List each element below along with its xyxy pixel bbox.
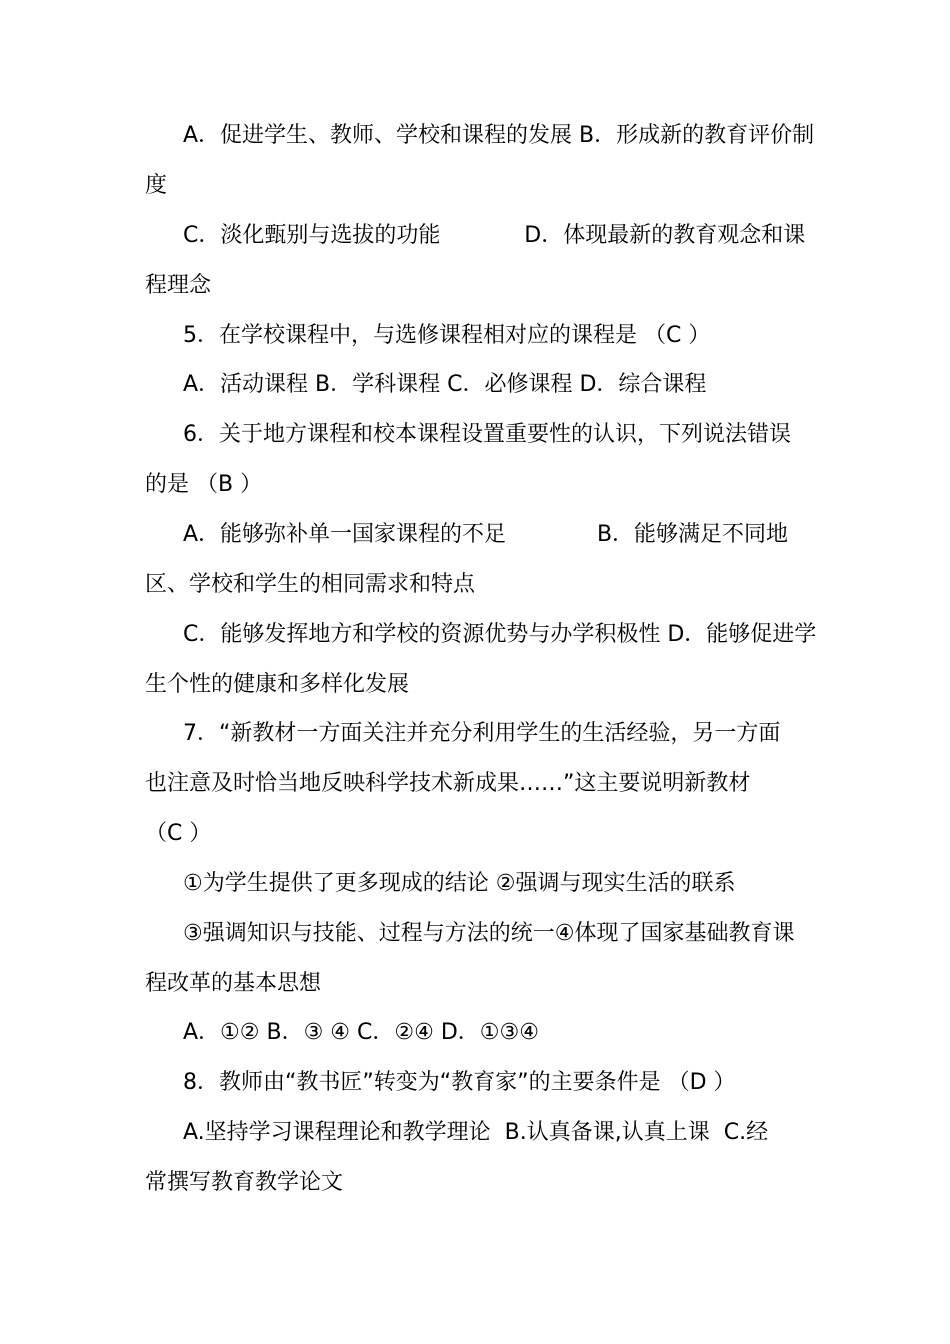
option-line-q4-cd: C．淡化甄别与选拔的功能 D．体现最新的教育观念和课 bbox=[183, 223, 806, 248]
options-q6-cd: C．能够发挥地方和学校的资源优势与办学积极性 D．能够促进学 bbox=[183, 622, 817, 647]
question-5: 5．在学校课程中，与选修课程相对应的课程是 （C ） bbox=[183, 323, 711, 348]
options-q6-ab: A．能够弥补单一国家课程的不足 B．能够满足不同地 bbox=[183, 522, 789, 547]
question-7-cont: 也注意及时恰当地反映科学技术新成果……”这主要说明新教材 bbox=[145, 771, 751, 796]
option-line-q4-ab-cont: 度 bbox=[145, 173, 168, 198]
options-q6-cd-cont: 生个性的健康和多样化发展 bbox=[145, 672, 410, 697]
options-q6-ab-cont: 区、学校和学生的相同需求和特点 bbox=[145, 572, 476, 597]
question-8: 8．教师由“教书匠”转变为“教育家”的主要条件是 （D ） bbox=[183, 1070, 736, 1095]
question-6-cont: 的是 （B ） bbox=[145, 472, 263, 497]
statements-q7-34: ③强调知识与技能、过程与方法的统一④体现了国家基础教育课 bbox=[183, 921, 795, 946]
question-6: 6．关于地方课程和校本课程设置重要性的认识，下列说法错误 bbox=[183, 422, 791, 447]
options-q8-cont: 常撰写教育教学论文 bbox=[145, 1170, 344, 1195]
options-q5: A．活动课程 B．学科课程 C．必修课程 D．综合课程 bbox=[183, 372, 707, 397]
option-line-q4-ab: A．促进学生、教师、学校和课程的发展 B．形成新的教育评价制 bbox=[183, 123, 815, 148]
statements-q7-12: ①为学生提供了更多现成的结论 ②强调与现实生活的联系 bbox=[183, 871, 736, 896]
option-line-q4-cd-cont: 程理念 bbox=[145, 273, 212, 298]
options-q7: A．①② B．③ ④ C．②④ D．①③④ bbox=[183, 1020, 539, 1045]
statements-q7-34-cont: 程改革的基本思想 bbox=[145, 971, 322, 996]
question-7-answer: （C ） bbox=[145, 821, 212, 846]
question-7: 7．“新教材一方面关注并充分利用学生的生活经验，另一方面 bbox=[183, 721, 781, 746]
options-q8: A.坚持学习课程理论和教学理论 B.认真备课,认真上课 C.经 bbox=[183, 1120, 769, 1145]
